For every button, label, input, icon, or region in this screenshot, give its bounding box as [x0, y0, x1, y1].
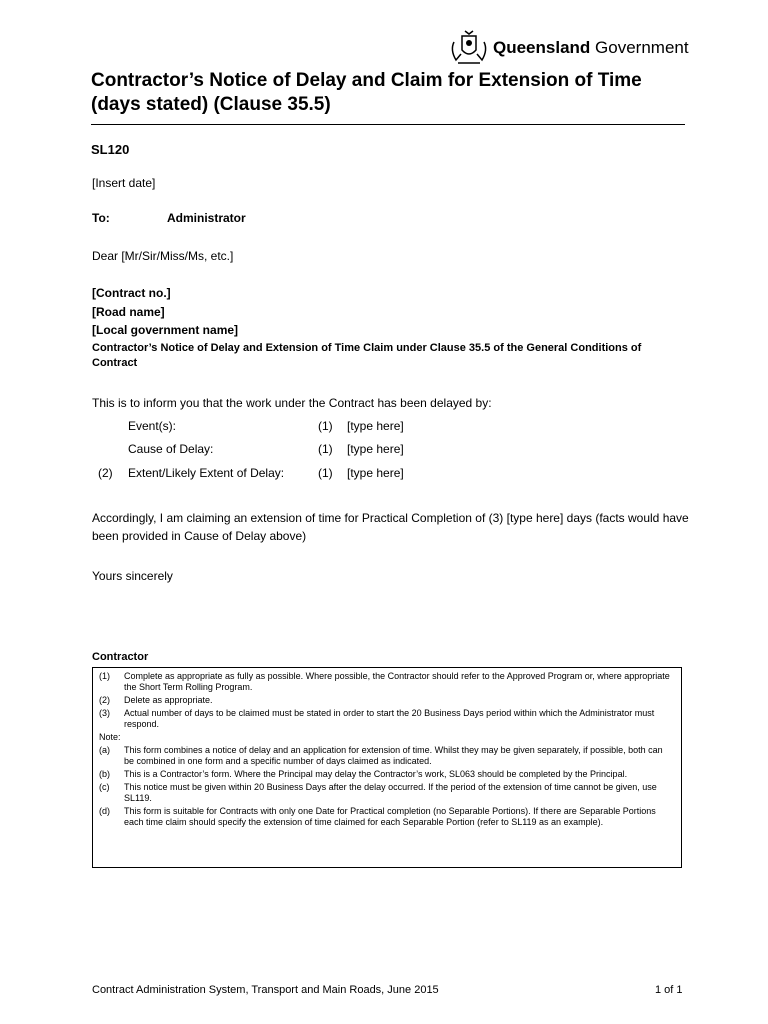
note-item-b [97, 769, 675, 780]
note-text: This form is suitable for Contracts with only one Date for Practical completion (no Separable Portions). If there are Separable Portions each time claim should specify the extension of time claimed for each Separable Portion (refer to SL119 as an example). [124, 806, 656, 827]
brand-name-rest: Government [595, 38, 689, 57]
note-label: (d) [99, 806, 110, 816]
form-code: SL120 [91, 142, 130, 157]
cause-value: [type here] [347, 442, 404, 456]
local-government-name: [Local government name] [92, 323, 239, 337]
document-title: Contractor’s Notice of Delay and Claim for Extension of Time (days stated) (Clause 35.5) [91, 70, 642, 115]
note-label: (b) [99, 769, 110, 779]
page-number: 1 of 1 [655, 984, 683, 996]
note-text: This notice must be given within 20 Business Days after the delay occurred. If the period of the extension of time cannot be given, use SL119. [124, 782, 657, 803]
note-label: (c) [99, 782, 110, 792]
note-text: Actual number of days to be claimed must be stated in order to start the 20 Business Days period within which the Administrator must respond. [124, 708, 655, 729]
note-item-1 [97, 671, 675, 693]
closing: Yours sincerely [92, 569, 173, 583]
extent-prefix: (2) [98, 466, 113, 480]
title-divider [91, 124, 685, 125]
note-item-d [97, 806, 675, 828]
note-label: (3) [99, 708, 110, 718]
note-item-3 [97, 708, 675, 730]
salutation: Dear [Mr/Sir/Miss/Ms, etc.] [92, 249, 234, 263]
note-text: This is a Contractor’s form. Where the Principal may delay the Contractor’s work, SL063 should be completed by the Principal. [124, 769, 628, 779]
notes-box [92, 667, 682, 868]
note-item-a [97, 745, 675, 767]
contract-number: [Contract no.] [92, 286, 171, 300]
event-label: Event(s): [128, 419, 177, 433]
intro-text: This is to inform you that the work under the Contract has been delayed by: [92, 396, 492, 410]
extent-value: [type here] [347, 466, 404, 480]
note-label: (2) [99, 695, 110, 705]
brand-name-bold: Queensland [493, 38, 591, 57]
note-text: Delete as appropriate. [124, 695, 213, 705]
claim-paragraph: Accordingly, I am claiming an extension of time for Practical Completion of (3) [type here] days (facts would have been provided in Cause of Delay above) [92, 511, 689, 543]
insert-date: [Insert date] [92, 176, 156, 190]
cause-label: Cause of Delay: [128, 442, 214, 456]
event-ref: (1) [318, 419, 333, 433]
note-label: (1) [99, 671, 110, 681]
note-item-2 [97, 695, 675, 706]
note-item-c [97, 782, 675, 804]
event-value: [type here] [347, 419, 404, 433]
brand-name [493, 38, 689, 58]
to-recipient: Administrator [167, 211, 246, 225]
note-heading: Note: [99, 732, 121, 742]
queensland-government-logo [448, 30, 689, 66]
extent-label: Extent/Likely Extent of Delay: [128, 466, 285, 480]
to-label: To: [92, 211, 110, 225]
signatory-label: Contractor [92, 651, 149, 663]
extent-ref: (1) [318, 466, 333, 480]
cause-ref: (1) [318, 442, 333, 456]
note-text: Complete as appropriate as fully as possible. Where possible, the Contractor should refer to the Approved Program or, where appropriate the Short Term Rolling Program. [124, 671, 670, 692]
subject-line: Contractor’s Notice of Delay and Extension of Time Claim under Clause 35.5 of the General Conditions of Contract [92, 342, 642, 369]
road-name: [Road name] [92, 305, 165, 319]
note-label: (a) [99, 745, 110, 755]
note-text: This form combines a notice of delay and an application for extension of time. Whilst they may be given separately, if possible, both can be combined in one form and a specific number of days claimed as indicated. [124, 745, 663, 766]
footer-source: Contract Administration System, Transport and Main Roads, June 2015 [92, 984, 439, 996]
coat-of-arms-icon [448, 30, 490, 66]
